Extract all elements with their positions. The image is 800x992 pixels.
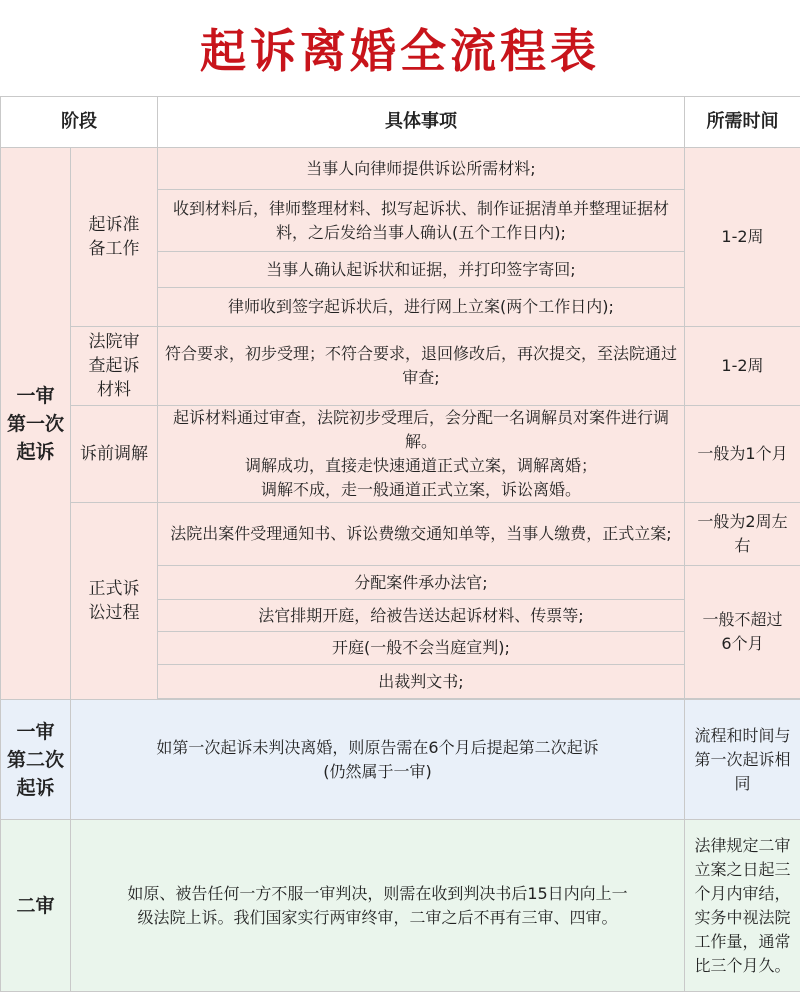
table-row <box>1 820 800 992</box>
header-row <box>1 97 800 148</box>
appeal-time: 法律规定二审立案之日起三个月内审结，实务中视法院工作量，通常比三个月久。 <box>685 820 800 992</box>
table-row <box>1 148 800 190</box>
formal-item-5: 出裁判文书; <box>158 665 685 699</box>
table-row <box>1 406 800 503</box>
mediation-time: 一般为1个月 <box>685 406 800 503</box>
stage-appeal: 二审 <box>1 820 71 992</box>
stage-first-trial-first: 一审 第一次 起诉 <box>1 148 71 700</box>
table-row <box>1 503 800 566</box>
substage-formal: 正式诉 讼过程 <box>71 503 158 700</box>
header-time: 所需时间 <box>685 97 800 148</box>
prep-item-3: 当事人确认起诉状和证据，并打印签字寄回; <box>158 252 685 288</box>
review-time: 1-2周 <box>685 327 800 406</box>
appeal-item: 如原、被告任何一方不服一审判决，则需在收到判决书后15日内向上一级法院上诉。我们国家实行两审终审，二审之后不再有三审、四审。 <box>71 820 685 992</box>
substage-prep: 起诉准 备工作 <box>71 148 158 327</box>
header-items: 具体事项 <box>158 97 685 148</box>
header-stage: 阶段 <box>1 97 158 148</box>
stage-first-trial-second: 一审 第二次 起诉 <box>1 700 71 820</box>
prep-time: 1-2周 <box>685 148 800 327</box>
substage-review: 法院审 查起诉 材料 <box>71 327 158 406</box>
formal-item-2: 分配案件承办法官; <box>158 566 685 600</box>
process-table <box>0 96 800 992</box>
formal-time-2: 一般不超过 6个月 <box>685 566 800 699</box>
prep-item-1: 当事人向律师提供诉讼所需材料; <box>158 148 685 190</box>
mediation-item: 起诉材料通过审查，法院初步受理后，会分配一名调解员对案件进行调解。 调解成功，直接走快速通道正式立案，调解离婚； 调解不成，走一般通道正式立案，诉讼离婚。 <box>158 406 685 503</box>
review-item: 符合要求，初步受理；不符合要求，退回修改后，再次提交，至法院通过审查; <box>158 327 685 406</box>
formal-time-1: 一般为2周左右 <box>685 503 800 566</box>
substage-mediation: 诉前调解 <box>71 406 158 503</box>
second-time: 流程和时间与第一次起诉相同 <box>685 700 800 820</box>
table-row <box>1 327 800 406</box>
second-item: 如第一次起诉未判决离婚，则原告需在6个月后提起第二次起诉 (仍然属于一审) <box>71 700 685 820</box>
prep-item-4: 律师收到签字起诉状后，进行网上立案(两个工作日内); <box>158 288 685 327</box>
formal-item-3: 法官排期开庭，给被告送达起诉材料、传票等; <box>158 600 685 632</box>
table-row <box>1 700 800 820</box>
formal-item-1: 法院出案件受理通知书、诉讼费缴交通知单等，当事人缴费，正式立案; <box>158 503 685 566</box>
page-title: 起诉离婚全流程表 <box>0 0 800 96</box>
formal-item-4: 开庭(一般不会当庭宣判); <box>158 632 685 665</box>
prep-item-2: 收到材料后，律师整理材料、拟写起诉状、制作证据清单并整理证据材料，之后发给当事人确认(五个工作日内); <box>158 190 685 252</box>
